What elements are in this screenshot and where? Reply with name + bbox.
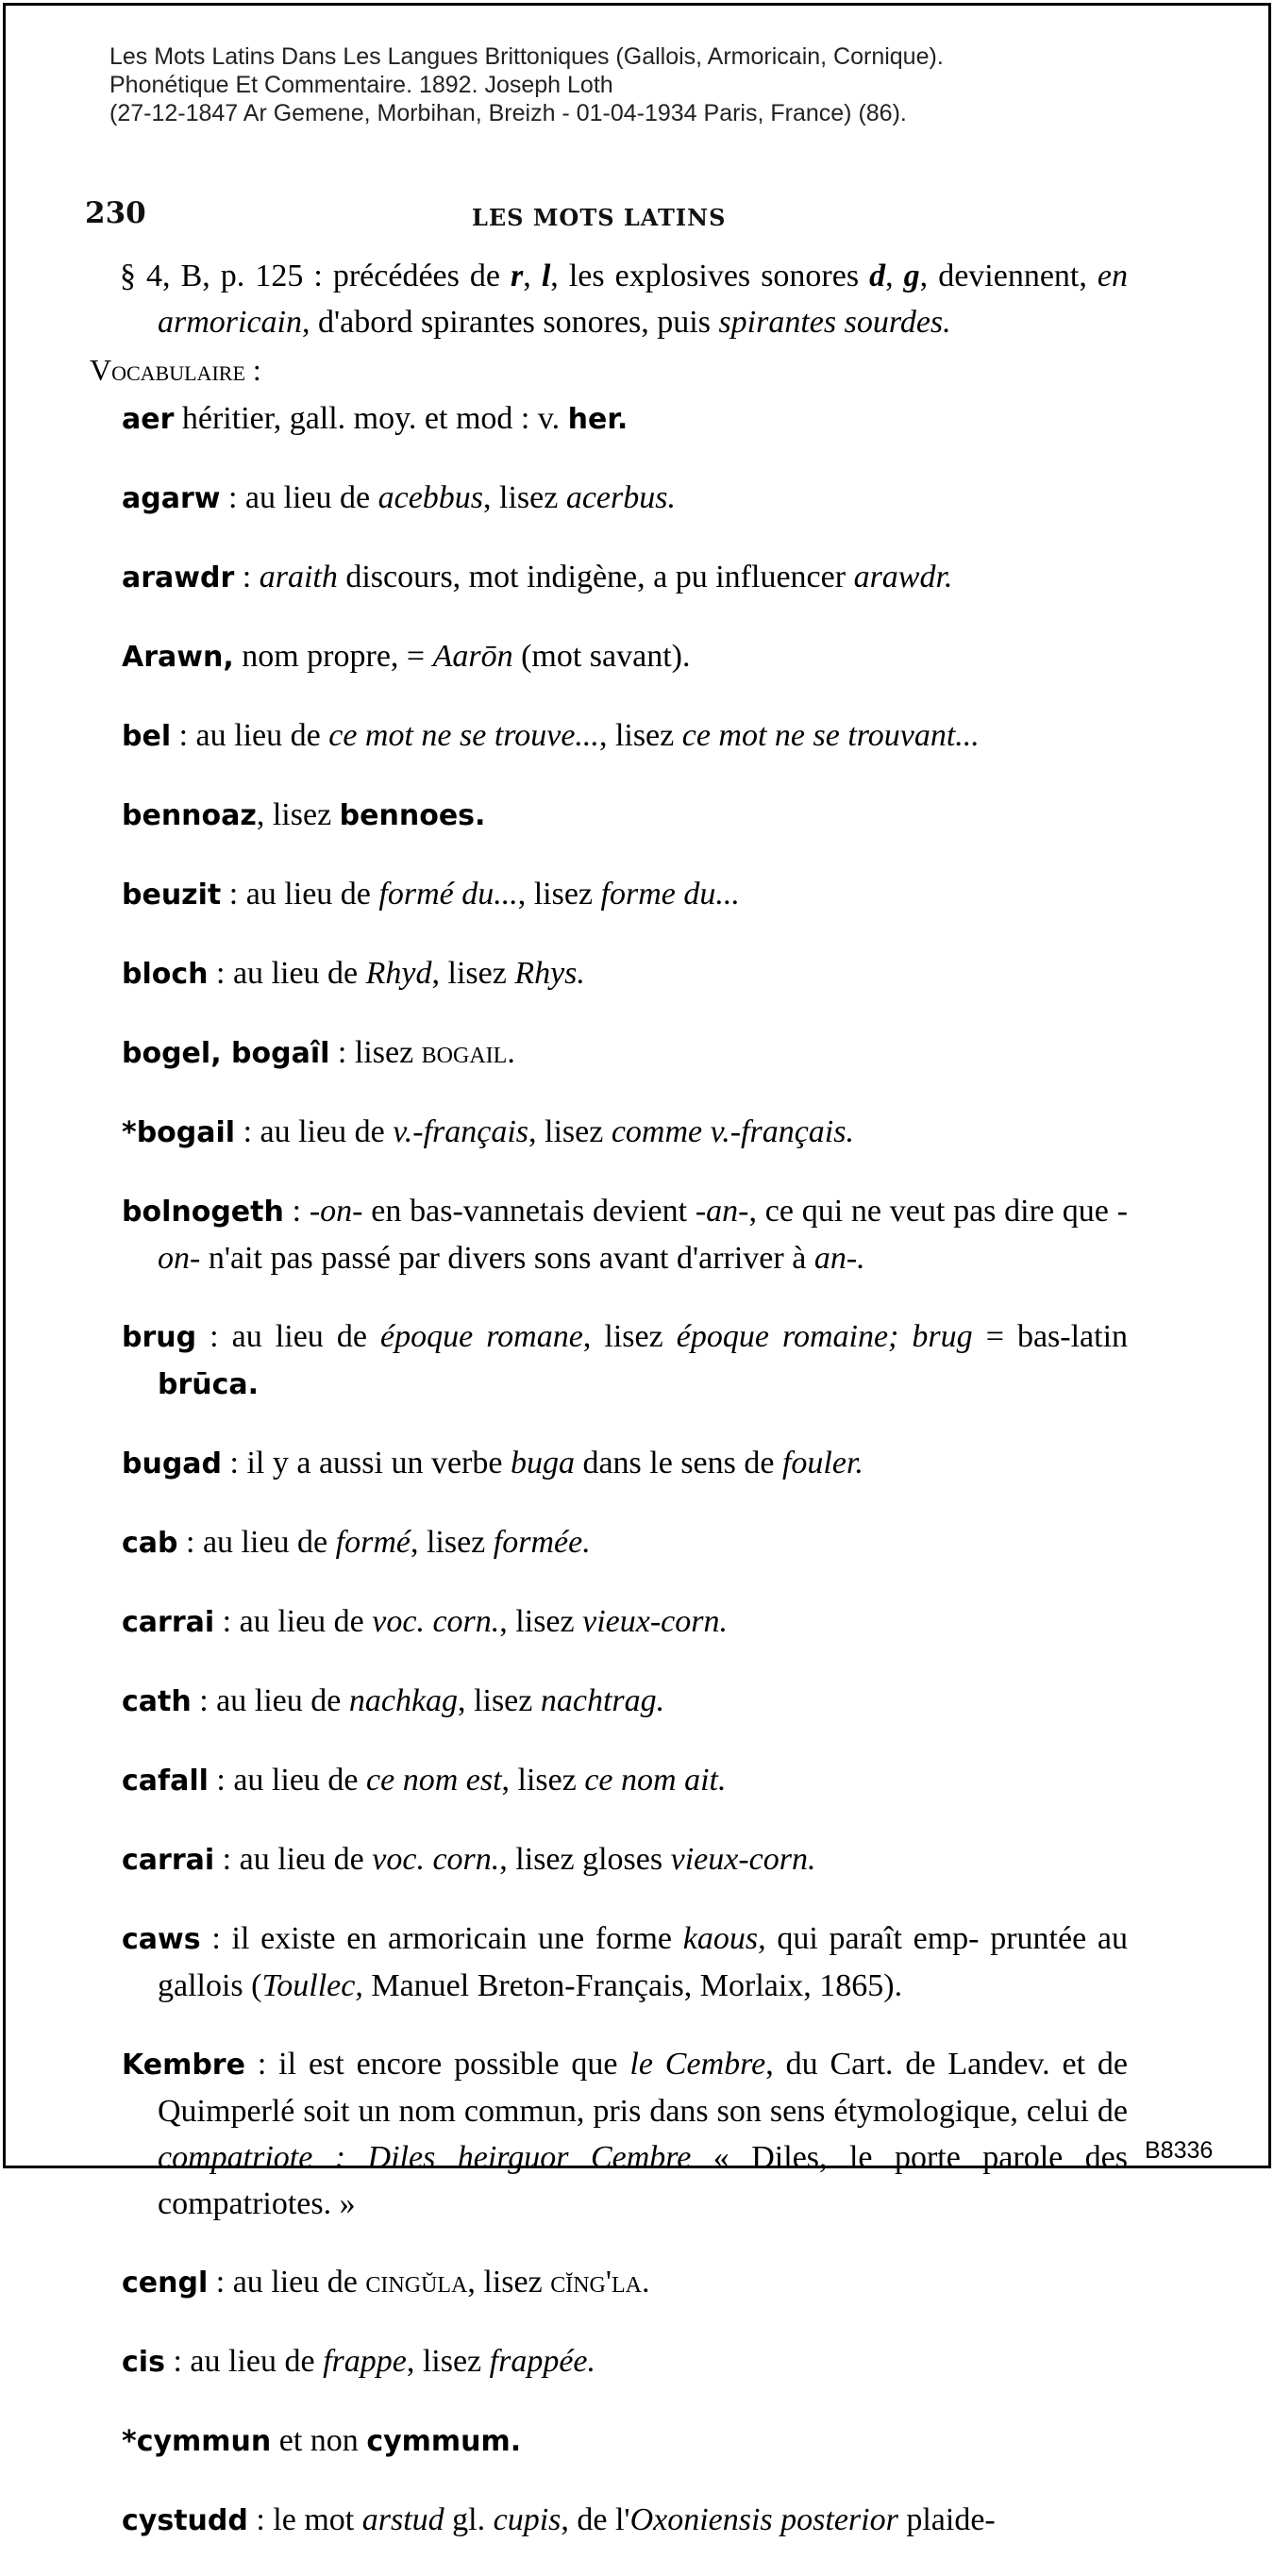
citation-line-2: Phonétique Et Commentaire. 1892. Joseph Loth (109, 72, 613, 98)
vocabulary-heading: Vocabulaire : (90, 353, 261, 387)
vocab-entry: *bogail : au lieu de v.-français, lisez comme v.-français. (122, 1114, 854, 1149)
citation-line-1: Les Mots Latins Dans Les Langues Brittoniques (Gallois, Armoricain, Cornique). (109, 43, 944, 70)
entry-headword: cis (122, 2346, 165, 2379)
entry-headword: bennoaz (122, 799, 257, 832)
entry-headword: *cymmun (122, 2425, 272, 2458)
vocab-entry: cystudd : le mot arstud gl. cupis, de l'Oxoniensis posterior plaide- (122, 2502, 996, 2537)
vocab-entry: bogel, bogaîl : lisez bogail. (122, 1035, 515, 1070)
vocab-entry: carrai : au lieu de voc. corn., lisez gloses vieux-corn. (122, 1842, 816, 1877)
entry-headword: Arawn, (122, 641, 234, 674)
intro-ref: § 4, B, p. 125 : (120, 259, 333, 293)
vocab-entry: aer héritier, gall. moy. et mod : v. her. (122, 401, 629, 436)
entry-headword: arawdr (122, 561, 235, 594)
document-code: B8336 (1145, 2137, 1214, 2164)
vocab-entry: cafall : au lieu de ce nom est, lisez ce nom ait. (122, 1763, 727, 1798)
entry-headword: cystudd (122, 2504, 248, 2537)
vocab-entry: Arawn, nom propre, = Aarōn (mot savant). (122, 639, 691, 674)
vocab-entry: *cymmun et non cymmum. (122, 2423, 522, 2458)
vocab-entry: Kembre : il est encore possible que le Cembre, du Cart. de Landev. et de Quimperlé soit un nom commun, pris dans son sens étymologique, celui de compatriote : Diles heirguor Cembre « Diles, le porte parole des compatriotes. » (122, 2047, 1129, 2221)
citation-line-3: (27-12-1847 Ar Gemene, Morbihan, Breizh - 01-04-1934 Paris, France) (86). (109, 100, 907, 126)
entry-headword: cafall (122, 1765, 209, 1798)
vocab-entry: cengl : au lieu de cingŭla, lisez cĭng'la. (122, 2265, 650, 2300)
entry-headword: aer (122, 403, 175, 436)
vocab-entry: arawdr : araith discours, mot indigène, a pu influencer arawdr. (122, 560, 953, 594)
entry-headword: brug (122, 1321, 197, 1354)
entry-headword: beuzit (122, 878, 222, 912)
entry-headword: bogel, bogaîl (122, 1037, 330, 1070)
entry-headword: bloch (122, 958, 209, 991)
vocab-entry: bel : au lieu de ce mot ne se trouve..., lisez ce mot ne se trouvant... (122, 718, 980, 753)
page-number: 230 (85, 196, 146, 230)
intro-paragraph: § 4, B, p. 125 : précédées de r, l, les explosives sonores d, g, deviennent, en armoricain, d'abord spirantes sonores, puis spirantes sourdes. (120, 259, 1129, 340)
vocab-entry: bugad : il y a aussi un verbe buga dans le sens de fouler. (122, 1446, 863, 1480)
vocab-entry: brug : au lieu de époque romane, lisez époque romaine; brug = bas-latin brūca. (122, 1319, 1129, 1401)
entry-headword: cath (122, 1685, 192, 1718)
entry-headword: bolnogeth (122, 1196, 284, 1229)
entry-headword: bel (122, 720, 172, 753)
vocab-entry: cath : au lieu de nachkag, lisez nachtrag. (122, 1683, 665, 1718)
page-body (90, 253, 1128, 2576)
entry-headword: carrai (122, 1606, 215, 1639)
vocab-entry: bloch : au lieu de Rhyd, lisez Rhys. (122, 956, 585, 991)
vocab-entry: caws : il existe en armoricain une forme kaous, qui paraît emp- pruntée au gallois (Toullec, Manuel Breton-Français, Morlaix, 1865). (122, 1921, 1128, 2003)
vocab-entry: beuzit : au lieu de formé du..., lisez forme du... (122, 877, 740, 912)
entry-headword: caws (122, 1923, 201, 1956)
vocab-entry: agarw : au lieu de acebbus, lisez acerbus. (122, 480, 676, 515)
source-citation (109, 42, 944, 127)
vocab-entry: bolnogeth : -on- en bas-vannetais devient -an-, ce qui ne veut pas dire que -on- n'ait pas passé par divers sons avant d'arriver à an-. (122, 1194, 1128, 1276)
entry-headword: Kembre (122, 2049, 245, 2082)
entry-headword: *bogail (122, 1116, 236, 1149)
entry-headword: cab (122, 1527, 178, 1560)
entry-headword: carrai (122, 1844, 215, 1877)
vocab-entry: carrai : au lieu de voc. corn., lisez vieux-corn. (122, 1604, 728, 1639)
entry-headword: bugad (122, 1447, 223, 1480)
entry-headword: cengl (122, 2267, 209, 2300)
running-head: LES MOTS LATINS (472, 204, 727, 231)
vocab-entry: bennoaz, lisez bennoes. (122, 797, 486, 832)
vocab-entry: cab : au lieu de formé, lisez formée. (122, 1525, 591, 1560)
entry-headword: agarw (122, 482, 221, 515)
vocab-entry: cis : au lieu de frappe, lisez frappée. (122, 2344, 596, 2379)
